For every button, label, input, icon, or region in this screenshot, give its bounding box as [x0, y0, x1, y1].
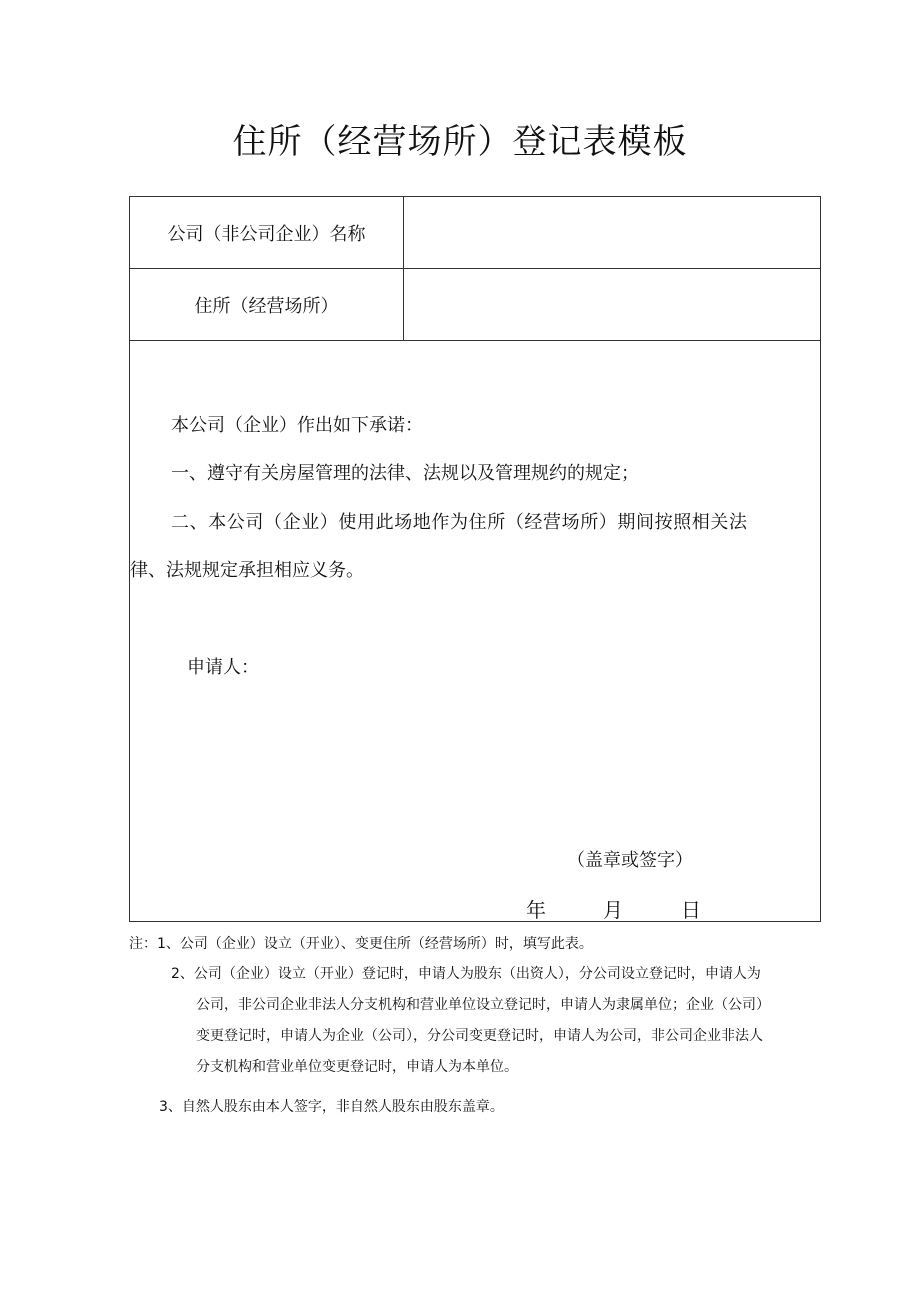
company-name-label: 公司（非公司企业）名称 — [130, 197, 404, 268]
note-1: 注：1、公司（企业）设立（开业）、变更住所（经营场所）时，填写此表。 — [129, 936, 593, 952]
page-title: 住所（经营场所）登记表模板 — [232, 122, 688, 162]
date-month-label: 月 — [603, 898, 623, 922]
pledge-item-1: 一、遵守有关房屋管理的法律、法规以及管理规约的规定； — [171, 463, 639, 484]
note-2-line-1: 2、公司（企业）设立（开业）登记时，申请人为股东（出资人），分公司设立登记时，申请人为 — [171, 966, 761, 982]
seal-or-signature-note: （盖章或签字） — [567, 850, 693, 871]
pledge-item-2-line-1: 二、本公司（企业）使用此场地作为住所（经营场所）期间按照相关法 — [171, 512, 748, 533]
note-2-line-3: 变更登记时，申请人为企业（公司），分公司变更登记时，申请人为公司，非公司企业非法人 — [196, 1028, 763, 1044]
pledge-item-2-line-2: 律、法规规定承担相应义务。 — [130, 560, 364, 581]
pledge-intro: 本公司（企业）作出如下承诺： — [171, 415, 423, 436]
note-3: 3、自然人股东由本人签字，非自然人股东由股东盖章。 — [159, 1099, 504, 1115]
applicant-label: 申请人： — [187, 657, 259, 678]
registration-form — [129, 196, 821, 922]
date-year-label: 年 — [526, 898, 546, 922]
date-day-label: 日 — [681, 898, 701, 922]
address-label: 住所（经营场所） — [130, 269, 404, 340]
note-2-line-4: 分支机构和营业单位变更登记时，申请人为本单位。 — [196, 1059, 518, 1075]
address-row — [130, 269, 820, 341]
pledge-section — [130, 341, 820, 921]
note-2-line-2: 公司，非公司企业非法人分支机构和营业单位设立登记时，申请人为隶属单位；企业（公司） — [196, 997, 770, 1013]
company-name-field[interactable] — [404, 197, 820, 268]
address-field[interactable] — [404, 269, 820, 340]
company-name-row — [130, 197, 820, 269]
